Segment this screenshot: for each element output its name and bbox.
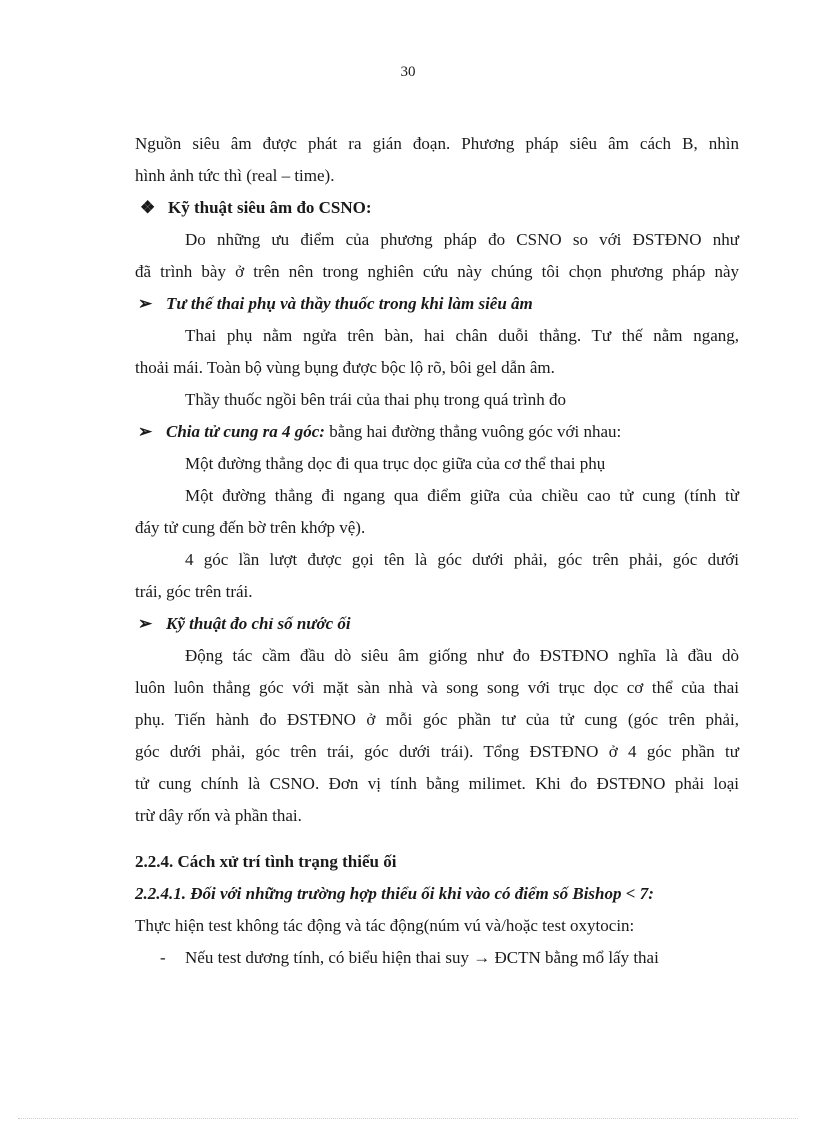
arrow-bullet-icon: ➢: [138, 614, 153, 633]
subheading-afi-technique: [135, 608, 739, 640]
page-edge-divider: [18, 1118, 798, 1119]
section-heading-csno: [135, 192, 739, 224]
subheading-quadrants: [135, 416, 739, 448]
dash-bullet: -: [160, 948, 166, 967]
paragraph-line: Một đường thẳng dọc đi qua trục dọc giữa của cơ thể thai phụ: [185, 454, 606, 473]
paragraph-line: thoải mái. Toàn bộ vùng bụng được bộc lộ rõ, bôi gel dẫn âm.: [135, 358, 555, 377]
paragraph-line: trái, góc trên trái.: [135, 582, 253, 601]
heading-text: Kỹ thuật siêu âm đo CSNO:: [168, 198, 372, 217]
paragraph-line: 4 góc lần lượt được gọi tên là góc dưới phải, góc trên phải, góc dưới: [185, 550, 739, 569]
list-item: [135, 942, 739, 974]
arrow-bullet-icon: ➢: [138, 294, 153, 313]
paragraph-line: góc dưới phải, góc trên trái, góc dưới trái). Tổng ĐSTĐNO ở 4 góc phần tư: [135, 742, 739, 761]
paragraph-line: Thực hiện test không tác động và tác động(núm vú và/hoặc test oxytocin:: [135, 916, 635, 935]
paragraph-line: Nguồn siêu âm được phát ra gián đoạn. Phương pháp siêu âm cách B, nhìn: [135, 134, 739, 153]
page-number: 30: [400, 64, 416, 80]
paragraph-line: luôn luôn thẳng góc với mặt sàn nhà và song song với trục dọc cơ thể của thai: [135, 678, 739, 697]
subheading-label: Chia tử cung ra 4 góc:: [166, 422, 325, 441]
paragraph-line: Do những ưu điểm của phương pháp đo CSNO so với ĐSTĐNO như: [185, 230, 739, 249]
subheading-text: Kỹ thuật đo chỉ số nước ối: [166, 614, 351, 633]
paragraph-line: tử cung chính là CSNO. Đơn vị tính bằng milimet. Khi đo ĐSTĐNO phải loại: [135, 774, 739, 793]
paragraph-line: trừ dây rốn và phần thai.: [135, 806, 302, 825]
paragraph-line: Thai phụ nằm ngửa trên bàn, hai chân duỗi thẳng. Tư thế nằm ngang,: [185, 326, 739, 345]
paragraph-line: đáy tử cung đến bờ trên khớp vệ).: [135, 518, 366, 537]
paragraph-line: Một đường thẳng đi ngang qua điểm giữa của chiều cao tử cung (tính từ: [185, 486, 739, 505]
subheading-text: Tư thế thai phụ và thầy thuốc trong khi làm siêu âm: [166, 294, 533, 313]
section-heading-2241: 2.2.4.1. Đối với những trường hợp thiểu ối khi vào có điểm số Bishop < 7:: [135, 884, 654, 903]
document-body: [135, 128, 739, 974]
paragraph-line: phụ. Tiến hành đo ĐSTĐNO ở mỗi góc phần tư của tử cung (góc trên phải,: [135, 710, 739, 729]
section-heading-224: 2.2.4. Cách xử trí tình trạng thiểu ối: [135, 852, 397, 871]
paragraph-line: đã trình bày ở trên nên trong nghiên cứu này chúng tôi chọn phương pháp này: [135, 262, 739, 281]
subheading-posture: [135, 288, 739, 320]
paragraph-line: hình ảnh tức thì (real – time).: [135, 166, 335, 185]
arrow-bullet-icon: ➢: [138, 422, 153, 441]
diamond-bullet-icon: ❖: [140, 198, 156, 217]
paragraph-line: Thầy thuốc ngồi bên trái của thai phụ trong quá trình đo: [185, 390, 566, 409]
list-item-text: Nếu test dương tính, có biểu hiện thai suy → ĐCTN bằng mổ lấy thai: [185, 948, 659, 967]
paragraph-line: Động tác cầm đầu dò siêu âm giống như đo ĐSTĐNO nghĩa là đầu dò: [185, 646, 739, 665]
subheading-rest: bằng hai đường thẳng vuông góc với nhau:: [324, 422, 622, 441]
